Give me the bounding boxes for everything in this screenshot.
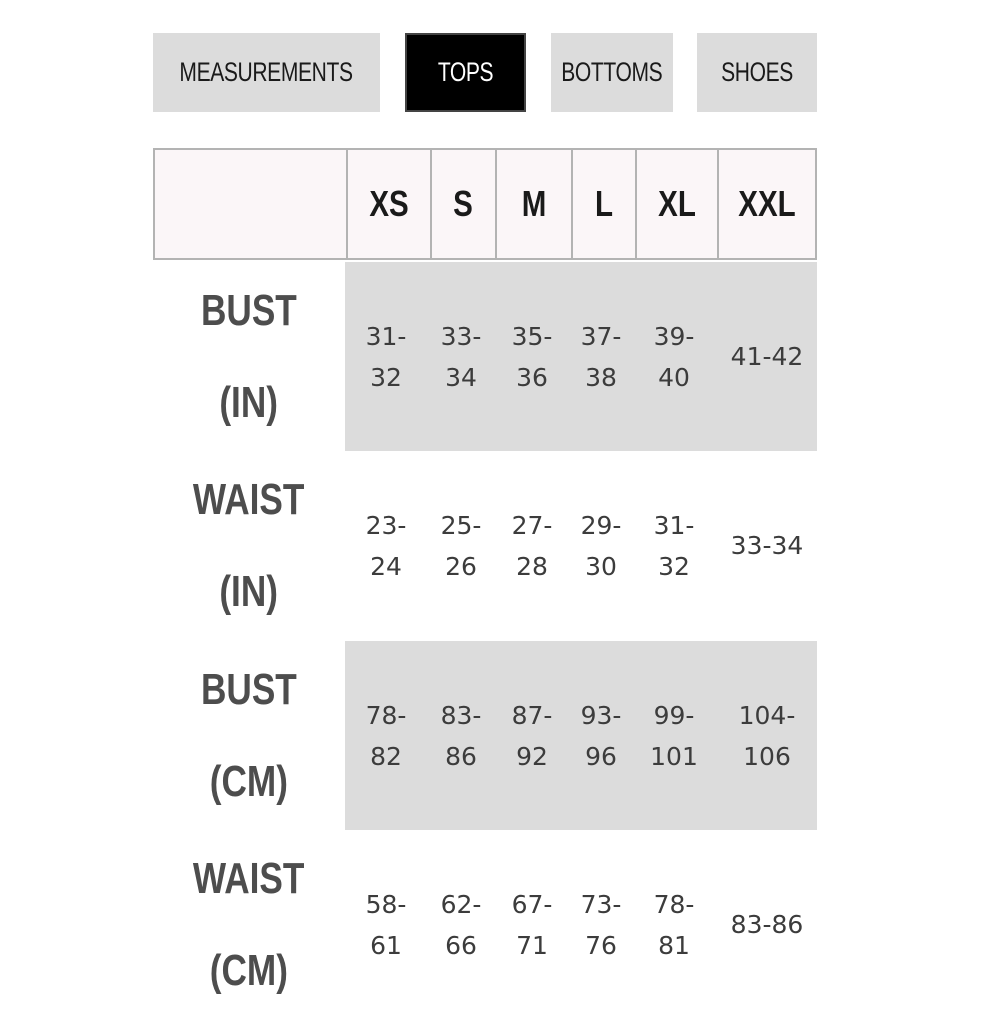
tab-bottoms-label: BOTTOMS [561, 57, 663, 87]
tab-measurements-label: MEASUREMENTS [179, 57, 354, 87]
cell-bust-cm-s: 83- 86 [440, 700, 482, 771]
cell-waist-cm-l: 73- 76 [580, 889, 622, 960]
size-header-xl: XL [635, 150, 717, 258]
cell-bust-in-xxl: 41-42 [730, 342, 804, 371]
cell-bust-in-m: 35- 36 [511, 321, 553, 392]
cell-bust-in-xl: 39- 40 [653, 321, 695, 392]
cell-waist-in-m: 27- 28 [511, 510, 553, 581]
cell-bust-cm-xxl: 104- 106 [738, 700, 796, 771]
size-header-row [153, 148, 817, 260]
row-label-waist-cm: WAIST (CM) [193, 853, 305, 995]
header-corner-cell [155, 150, 346, 258]
cell-bust-cm-xl: 99- 101 [650, 700, 698, 771]
size-header-xxl: XXL [717, 150, 815, 258]
tab-tops[interactable] [405, 33, 526, 112]
row-label-waist-in: WAIST (IN) [193, 474, 305, 616]
cell-waist-cm-m: 67- 71 [511, 889, 553, 960]
cell-waist-in-l: 29- 30 [580, 510, 622, 581]
tab-tops-label: TOPS [437, 57, 494, 87]
tab-measurements[interactable] [153, 33, 380, 112]
cell-bust-cm-xs: 78- 82 [365, 700, 407, 771]
tab-bottoms[interactable] [551, 33, 673, 112]
cell-waist-cm-s: 62- 66 [440, 889, 482, 960]
cell-waist-cm-xs: 58- 61 [365, 889, 407, 960]
cell-bust-in-s: 33- 34 [440, 321, 482, 392]
size-header-l: L [571, 150, 635, 258]
cell-bust-in-l: 37- 38 [580, 321, 622, 392]
cell-waist-cm-xxl: 83-86 [730, 910, 804, 939]
cell-waist-in-xl: 31- 32 [653, 510, 695, 581]
tab-shoes[interactable] [697, 33, 817, 112]
cell-waist-cm-xl: 78- 81 [653, 889, 695, 960]
cell-waist-in-xxl: 33-34 [730, 531, 804, 560]
row-label-bust-in: BUST (IN) [201, 285, 297, 427]
cell-bust-cm-m: 87- 92 [511, 700, 553, 771]
tab-shoes-label: SHOES [721, 57, 793, 87]
size-header-m: M [495, 150, 571, 258]
size-header-xs: XS [346, 150, 430, 258]
cell-bust-in-xs: 31- 32 [365, 321, 407, 392]
row-label-bust-cm: BUST (CM) [201, 664, 297, 806]
cell-waist-in-s: 25- 26 [440, 510, 482, 581]
cell-waist-in-xs: 23- 24 [365, 510, 407, 581]
cell-bust-cm-l: 93- 96 [580, 700, 622, 771]
size-header-s: S [430, 150, 495, 258]
